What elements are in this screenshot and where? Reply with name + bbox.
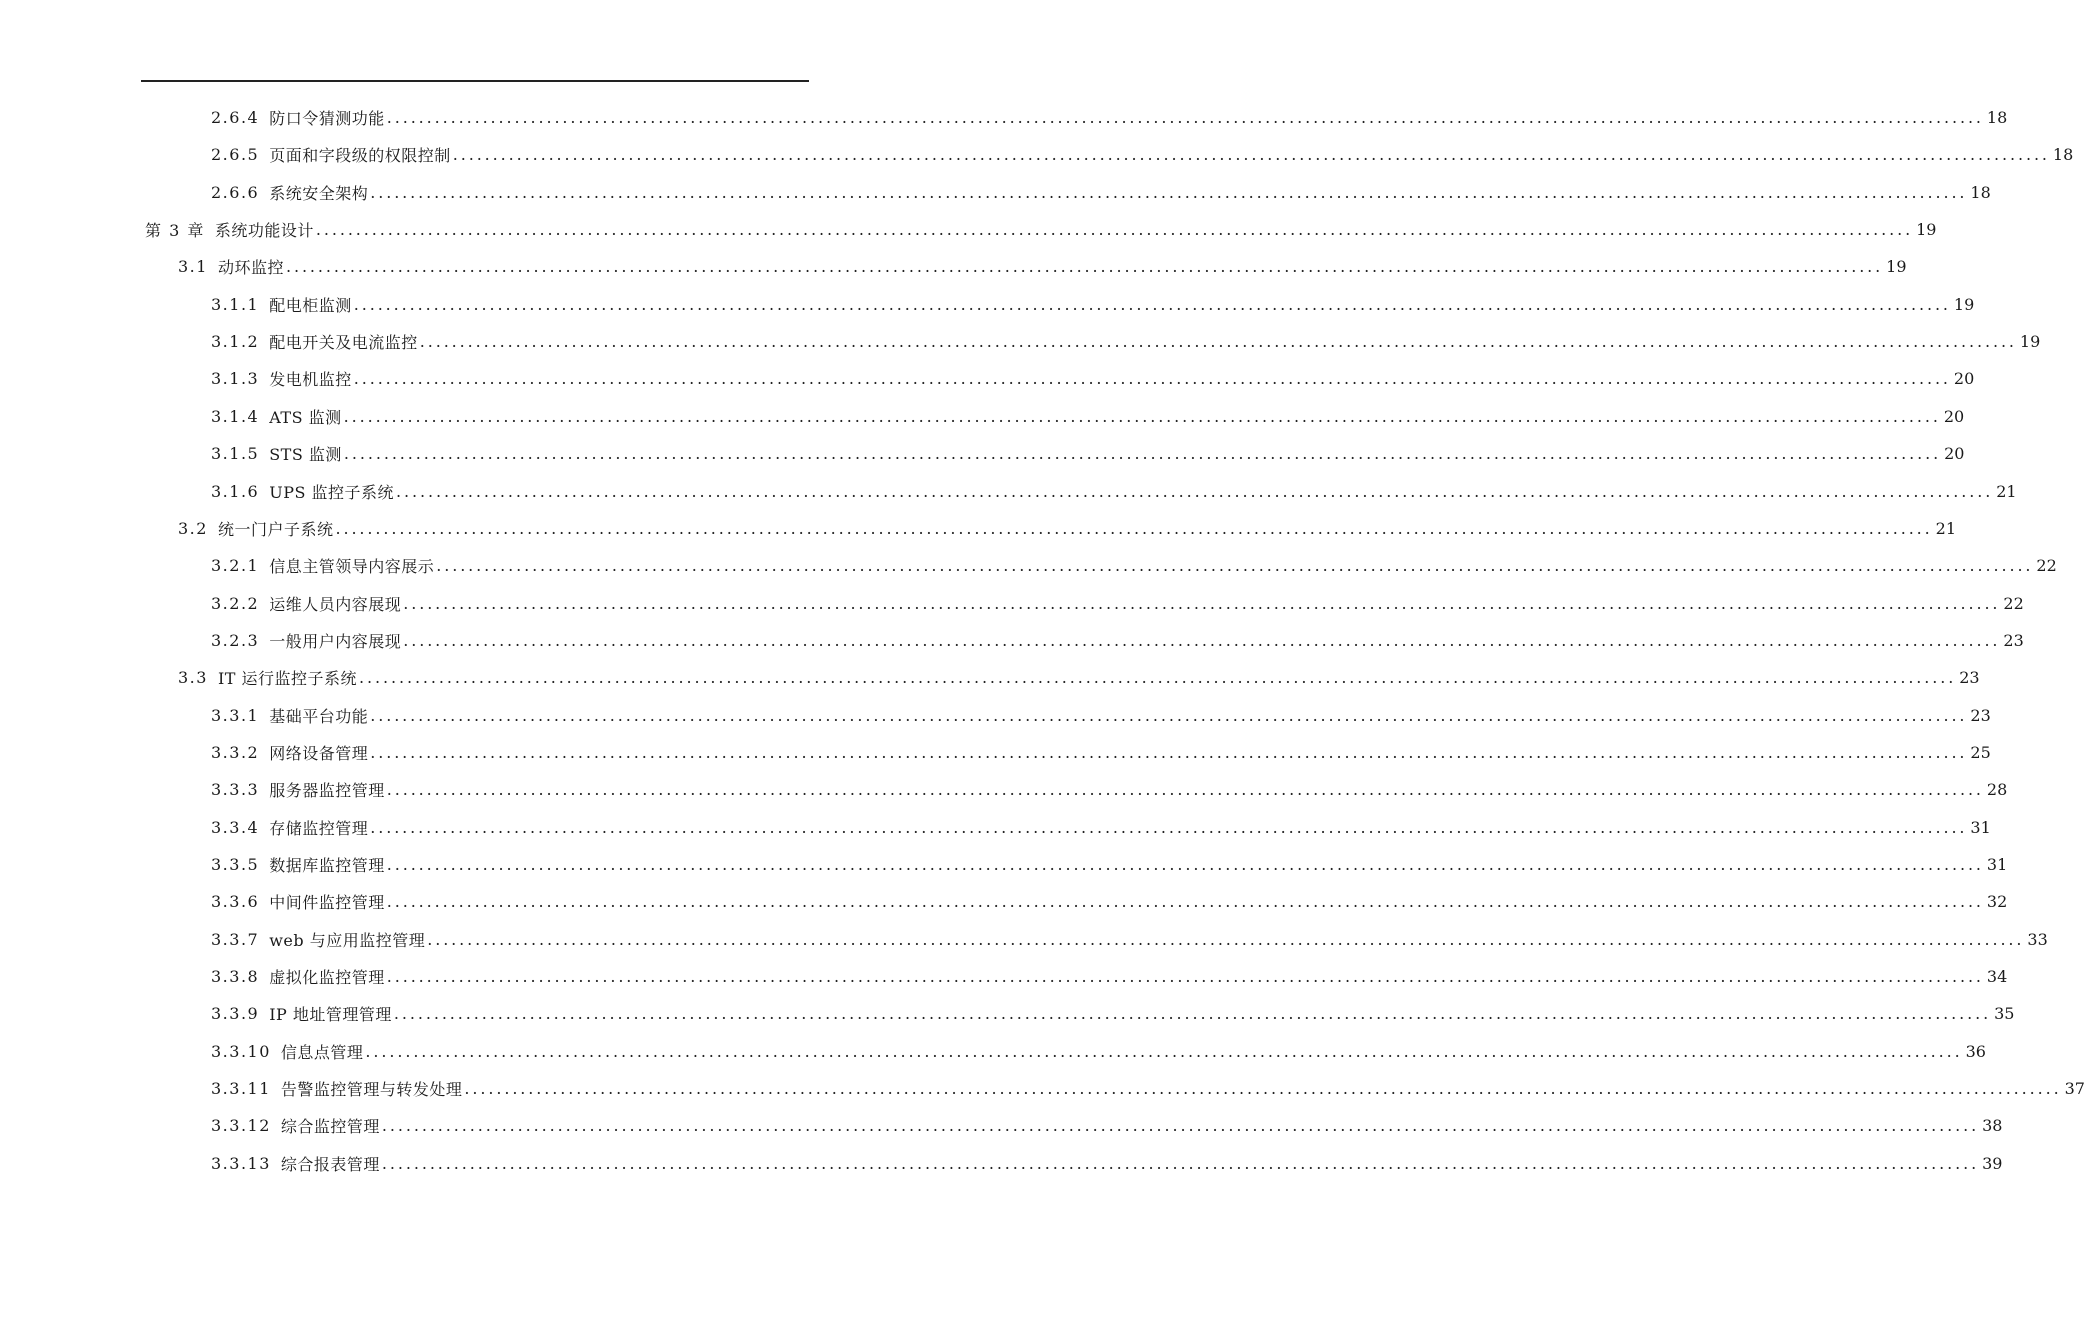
- toc-entry-number: 第 3 章: [145, 221, 205, 240]
- toc-entry-number: 3.3.5: [211, 855, 260, 874]
- toc-entry-number: 3.3.9: [211, 1004, 260, 1023]
- toc-entry-number: 2.6.6: [211, 183, 260, 202]
- toc-entry[interactable]: [211, 136, 2074, 173]
- toc-entry-page: 19: [1886, 257, 1907, 276]
- toc-entry-number: 3.1.2: [211, 332, 260, 351]
- toc-entry-number: 3.1.1: [211, 295, 260, 314]
- toc-entry-number: 3.1: [178, 257, 208, 276]
- dot-leader: ........................................................................................................................................................................................................: [386, 780, 1984, 799]
- dot-leader: ........................................................................................................................................................................................................: [335, 519, 1933, 538]
- toc-entry-title: 运维人员内容展现: [269, 595, 402, 614]
- dot-leader: ........................................................................................................................................................................................................: [285, 257, 1884, 276]
- toc-entry-page: 33: [2027, 930, 2048, 949]
- toc-entry-number: 3.3.6: [211, 892, 260, 911]
- toc-entry-number: 3.2: [178, 519, 208, 538]
- toc-entry-page: 36: [1965, 1042, 1986, 1061]
- toc-entry-title: 防口令猜测功能: [269, 109, 385, 128]
- toc-entry-page: 37: [2064, 1079, 2085, 1098]
- dot-leader: ........................................................................................................................................................................................................: [370, 706, 1968, 725]
- dot-leader: ........................................................................................................................................................................................................: [464, 1079, 2062, 1098]
- toc-entry-number: 3.3.10: [211, 1042, 271, 1061]
- toc-entry-page: 18: [2052, 145, 2074, 164]
- toc-entry-number: 2.6.5: [211, 145, 260, 164]
- toc-entry-title: 一般用户内容展现: [269, 632, 402, 651]
- dot-leader: ........................................................................................................................................................................................................: [353, 369, 1951, 388]
- toc-entry-title: 动环监控: [217, 258, 284, 277]
- toc-entry-number: 3.3.11: [211, 1079, 271, 1098]
- toc-entry-page: 19: [1916, 220, 1937, 239]
- dot-leader: ........................................................................................................................................................................................................: [370, 818, 1968, 837]
- toc-entry-page: 22: [2036, 556, 2057, 575]
- toc-entry-title: 综合报表管理: [280, 1155, 380, 1174]
- dot-leader: ........................................................................................................................................................................................................: [343, 407, 1941, 426]
- dot-leader: ........................................................................................................................................................................................................: [403, 594, 2001, 613]
- toc-entry[interactable]: [211, 547, 2057, 584]
- toc-entry[interactable]: [211, 585, 2024, 622]
- toc-entry[interactable]: [211, 883, 2008, 920]
- toc-entry[interactable]: [211, 995, 2015, 1032]
- toc-entry-number: 3.2.1: [211, 556, 260, 575]
- toc-entry-page: 25: [1970, 743, 1991, 762]
- dot-leader: ........................................................................................................................................................................................................: [343, 444, 1942, 463]
- toc-entry[interactable]: [211, 958, 2008, 995]
- toc-entry[interactable]: [211, 622, 2024, 659]
- toc-entry-title: 存储监控管理: [269, 819, 369, 838]
- toc-entry-title: 发电机监控: [269, 370, 352, 389]
- toc-entry-title: 信息点管理: [280, 1043, 364, 1062]
- toc-entry-title: 基础平台功能: [269, 707, 369, 726]
- toc-entry-number: 3.1.5: [211, 444, 260, 463]
- toc-entry-page: 31: [1986, 855, 2008, 874]
- toc-entry[interactable]: [211, 771, 2008, 808]
- toc-entry-title: STS 监测: [269, 445, 342, 464]
- toc-entry-number: 3.2.2: [211, 594, 260, 613]
- toc-entry-number: 3.3.2: [211, 743, 260, 762]
- toc-entry-title: 统一门户子系统: [217, 520, 334, 539]
- dot-leader: ........................................................................................................................................................................................................: [359, 668, 1957, 687]
- toc-entry-number: 3.3: [178, 668, 208, 687]
- toc-entry-page: 21: [1996, 482, 2017, 501]
- toc-entry-number: 3.3.13: [211, 1154, 271, 1173]
- toc-entry-page: 20: [1953, 369, 1975, 388]
- toc-entry[interactable]: [211, 697, 1991, 734]
- toc-entry-title: 信息主管领导内容展示: [269, 557, 435, 576]
- toc-entry-page: 38: [1982, 1116, 2003, 1135]
- toc-entry-title: IP 地址管理管理: [269, 1005, 392, 1024]
- toc-entry-number: 3.1.4: [211, 407, 260, 426]
- toc-entry-number: 3.2.3: [211, 631, 260, 650]
- toc-entry-title: 综合监控管理: [280, 1117, 380, 1136]
- toc-entry-page: 20: [1943, 407, 1965, 426]
- toc-entry-page: 22: [2003, 594, 2024, 613]
- dot-leader: ........................................................................................................................................................................................................: [427, 930, 2025, 949]
- toc-entry[interactable]: [211, 398, 1965, 435]
- toc-entry[interactable]: [211, 1033, 1986, 1070]
- toc-entry[interactable]: [211, 99, 2008, 136]
- toc-entry-page: 28: [1986, 780, 2008, 799]
- dot-leader: ........................................................................................................................................................................................................: [370, 183, 1968, 202]
- toc-entry[interactable]: [145, 211, 1937, 248]
- toc-entry-title: web 与应用监控管理: [269, 931, 426, 950]
- dot-leader: ........................................................................................................................................................................................................: [381, 1154, 1980, 1173]
- toc-entry[interactable]: [211, 360, 1975, 397]
- dot-leader: ........................................................................................................................................................................................................: [436, 556, 2034, 575]
- toc-entry-title: 配电柜监测: [269, 296, 352, 315]
- dot-leader: ........................................................................................................................................................................................................: [370, 743, 1968, 762]
- toc-entry[interactable]: [211, 1145, 2003, 1182]
- toc-entry-title: 服务器监控管理: [269, 781, 385, 800]
- toc-entry[interactable]: [211, 734, 1991, 771]
- toc-entry[interactable]: [211, 323, 2041, 360]
- toc-entry-number: 3.3.4: [211, 818, 260, 837]
- toc-entry-page: 23: [1959, 668, 1980, 687]
- dot-leader: ........................................................................................................................................................................................................: [386, 892, 1984, 911]
- header-rule: [141, 80, 809, 82]
- toc-entry-number: 3.1.3: [211, 369, 260, 388]
- dot-leader: ........................................................................................................................................................................................................: [386, 855, 1984, 874]
- toc-entry[interactable]: [211, 846, 2008, 883]
- toc-entry-title: ATS 监测: [269, 408, 342, 427]
- toc-entry[interactable]: [211, 473, 2017, 510]
- toc-entry[interactable]: [178, 510, 1957, 547]
- toc-entry[interactable]: [178, 659, 1980, 696]
- toc-entry[interactable]: [211, 1070, 2085, 1107]
- toc-entry[interactable]: [211, 921, 2048, 958]
- toc-entry-page: 23: [1970, 706, 1991, 725]
- toc-entry-title: 系统安全架构: [269, 184, 369, 203]
- dot-leader: ........................................................................................................................................................................................................: [386, 967, 1984, 986]
- toc-entry-title: 中间件监控管理: [269, 893, 385, 912]
- toc-entry-title: 配电开关及电流监控: [269, 333, 418, 352]
- toc-entry-number: 3.3.7: [211, 930, 260, 949]
- toc-entry[interactable]: [211, 1107, 2003, 1144]
- toc-entry-number: 3.3.12: [211, 1116, 271, 1135]
- toc-entry-page: 20: [1944, 444, 1965, 463]
- toc-entry[interactable]: [211, 435, 1965, 472]
- toc-entry-page: 31: [1970, 818, 1991, 837]
- dot-leader: ........................................................................................................................................................................................................: [419, 332, 2017, 351]
- dot-leader: ........................................................................................................................................................................................................: [386, 108, 1984, 127]
- toc-entry-title: 网络设备管理: [269, 744, 369, 763]
- toc-entry-title: IT 运行监控子系统: [217, 669, 358, 688]
- toc-entry-title: 告警监控管理与转发处理: [280, 1080, 463, 1099]
- dot-leader: ........................................................................................................................................................................................................: [381, 1116, 1980, 1135]
- toc-entry-number: 3.3.3: [211, 780, 260, 799]
- toc-entry[interactable]: [211, 174, 1991, 211]
- toc-entry-page: 39: [1982, 1154, 2003, 1173]
- toc-entry[interactable]: [211, 809, 1991, 846]
- toc-entry-page: 19: [2019, 332, 2041, 351]
- dot-leader: ........................................................................................................................................................................................................: [393, 1004, 1992, 1023]
- dot-leader: ........................................................................................................................................................................................................: [396, 482, 1994, 501]
- toc-entry-page: 19: [1953, 295, 1975, 314]
- toc-entry-page: 21: [1935, 519, 1957, 538]
- toc-entry-number: 3.1.6: [211, 482, 260, 501]
- toc-entry-page: 18: [1970, 183, 1991, 202]
- toc-entry-page: 32: [1986, 892, 2008, 911]
- dot-leader: ........................................................................................................................................................................................................: [403, 631, 2001, 650]
- toc-entry-title: 虚拟化监控管理: [269, 968, 385, 987]
- toc-entry-number: 3.3.8: [211, 967, 260, 986]
- toc-entry-page: 23: [2003, 631, 2024, 650]
- toc-entry-title: 数据库监控管理: [269, 856, 385, 875]
- toc-entry[interactable]: [178, 248, 1907, 285]
- dot-leader: ........................................................................................................................................................................................................: [315, 220, 1914, 239]
- toc-entry-title: 系统功能设计: [214, 221, 314, 240]
- toc-entry-number: 3.3.1: [211, 706, 260, 725]
- toc-entry-title: 页面和字段级的权限控制: [269, 146, 451, 165]
- dot-leader: ........................................................................................................................................................................................................: [452, 145, 2050, 164]
- dot-leader: ........................................................................................................................................................................................................: [365, 1042, 1963, 1061]
- toc-entry[interactable]: [211, 286, 1975, 323]
- toc-entry-title: UPS 监控子系统: [269, 483, 395, 502]
- toc-entry-page: 35: [1994, 1004, 2015, 1023]
- dot-leader: ........................................................................................................................................................................................................: [353, 295, 1951, 314]
- toc-entry-number: 2.6.4: [211, 108, 260, 127]
- toc-entry-page: 34: [1986, 967, 2008, 986]
- toc-entry-page: 18: [1986, 108, 2008, 127]
